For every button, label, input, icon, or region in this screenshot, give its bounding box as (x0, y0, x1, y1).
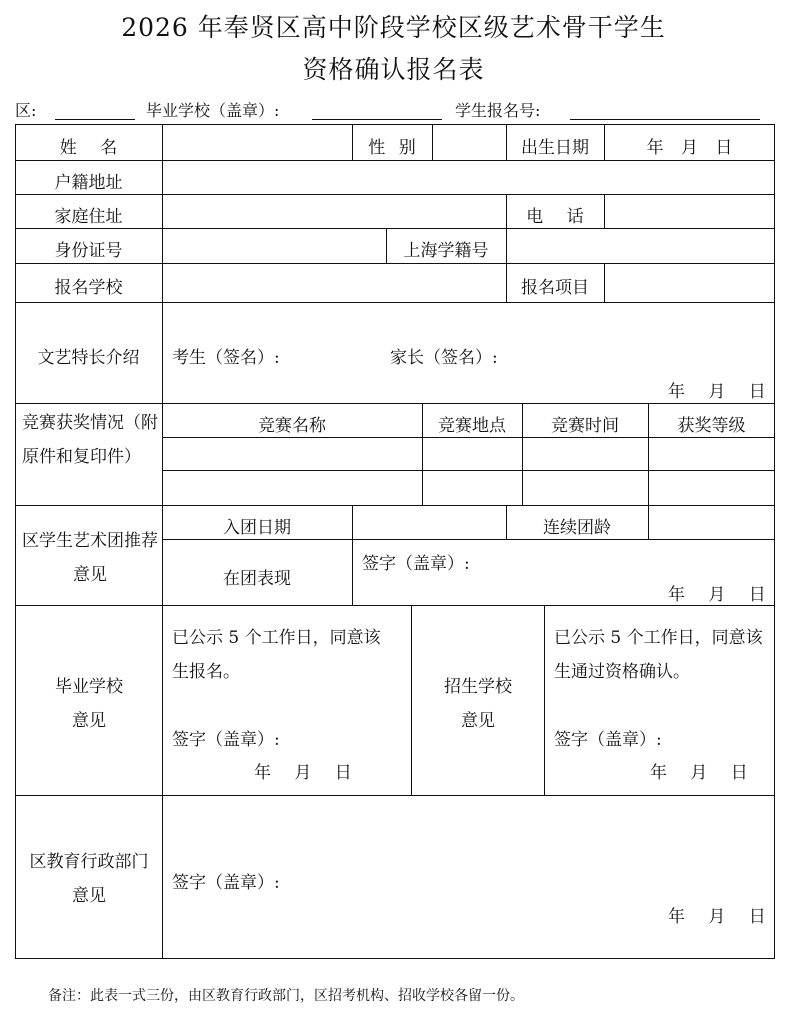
hukou-address-label: 户籍地址 (54, 173, 123, 193)
form-title-line1: 2026 年奉贤区高中阶段学校区级艺术骨干学生 (121, 13, 666, 42)
row-divider (162, 539, 775, 540)
footnote: 备注：此表一式三份，由区教育行政部门，区招考机构、招收学校各留一份。 (48, 988, 524, 1004)
parent-signature-label: 家长（签名）: (390, 348, 498, 368)
row-divider (15, 403, 775, 404)
row-divider (15, 605, 775, 606)
recruiting-school-opinion-label: 招生学校意见 (444, 677, 512, 731)
graduating-school-opinion-text: 已公示 5 个工作日，同意该生报名。 (172, 628, 381, 682)
talent-date[interactable]: 年 月 日 (668, 382, 766, 402)
id-number-label: 身份证号 (54, 241, 123, 261)
education-department-date[interactable]: 年 月 日 (668, 907, 766, 927)
birth-date-field[interactable]: 年 月 日 (646, 138, 733, 158)
performance-label: 在团表现 (223, 569, 291, 589)
phone-label: 电 话 (526, 207, 584, 227)
student-number-field[interactable] (507, 229, 774, 263)
graduating-school-opinion-label: 毕业学校意见 (55, 677, 123, 731)
recruiting-school-opinion-text: 已公示 5 个工作日，同意该生通过资格确认。 (554, 628, 763, 682)
col-divider (544, 605, 545, 795)
row-divider (15, 795, 775, 796)
apply-item-label: 报名项目 (521, 278, 589, 298)
district-field[interactable] (55, 119, 135, 120)
education-department-opinion-label: 区教育行政部门意见 (29, 852, 149, 906)
recruiting-school-date[interactable]: 年 月 日 (650, 763, 748, 783)
district-label: 区: (15, 101, 37, 120)
troupe-signature-label: 签字（盖章）: (362, 554, 470, 574)
birth-date-label: 出生日期 (521, 138, 589, 158)
home-address-field[interactable] (163, 195, 506, 228)
home-address-label: 家庭住址 (54, 207, 123, 227)
join-date-label: 入团日期 (223, 518, 291, 538)
phone-field[interactable] (605, 195, 774, 228)
troupe-date[interactable]: 年 月 日 (668, 585, 766, 605)
education-department-signature-label: 签字（盖章）: (172, 873, 280, 893)
talent-intro-label: 文艺特长介绍 (37, 348, 140, 368)
registration-number-field[interactable] (570, 119, 760, 120)
graduating-school-signature-label: 签字（盖章）: (172, 730, 280, 750)
troupe-years-label: 连续团龄 (543, 518, 611, 538)
contest-place-header: 竞赛地点 (438, 416, 506, 436)
form-title-line2: 资格确认报名表 (302, 55, 485, 84)
join-date-field[interactable] (353, 506, 506, 539)
gender-field[interactable] (433, 125, 506, 160)
apply-school-field[interactable] (163, 264, 506, 302)
recruiting-school-signature-label: 签字（盖章）: (554, 730, 662, 750)
contest-name-header: 竞赛名称 (258, 416, 326, 436)
graduating-school-date[interactable]: 年 月 日 (254, 763, 352, 783)
troupe-years-field[interactable] (649, 506, 774, 539)
id-number-field[interactable] (163, 229, 386, 263)
row-divider (15, 302, 775, 303)
school-field[interactable] (312, 119, 442, 120)
gender-label: 性 别 (368, 138, 416, 158)
contest-awards-label: 竞赛获奖情况（附原件和复印件） (22, 413, 158, 467)
registration-number-label: 学生报名号: (455, 101, 541, 120)
contest-row-1[interactable] (163, 438, 774, 470)
art-troupe-recommendation-label: 区学生艺术团推荐意见 (22, 531, 158, 585)
apply-item-field[interactable] (605, 264, 774, 302)
apply-school-label: 报名学校 (54, 278, 123, 298)
student-number-label: 上海学籍号 (403, 241, 489, 261)
name-label: 姓 名 (59, 138, 118, 158)
col-divider (411, 605, 412, 795)
contest-time-header: 竞赛时间 (551, 416, 619, 436)
candidate-signature-label: 考生（签名）: (172, 348, 280, 368)
hukou-address-field[interactable] (163, 161, 774, 194)
name-field[interactable] (163, 125, 352, 160)
contest-row-2[interactable] (163, 471, 774, 504)
school-seal-label: 毕业学校（盖章）: (146, 101, 280, 120)
award-level-header: 获奖等级 (677, 416, 746, 436)
